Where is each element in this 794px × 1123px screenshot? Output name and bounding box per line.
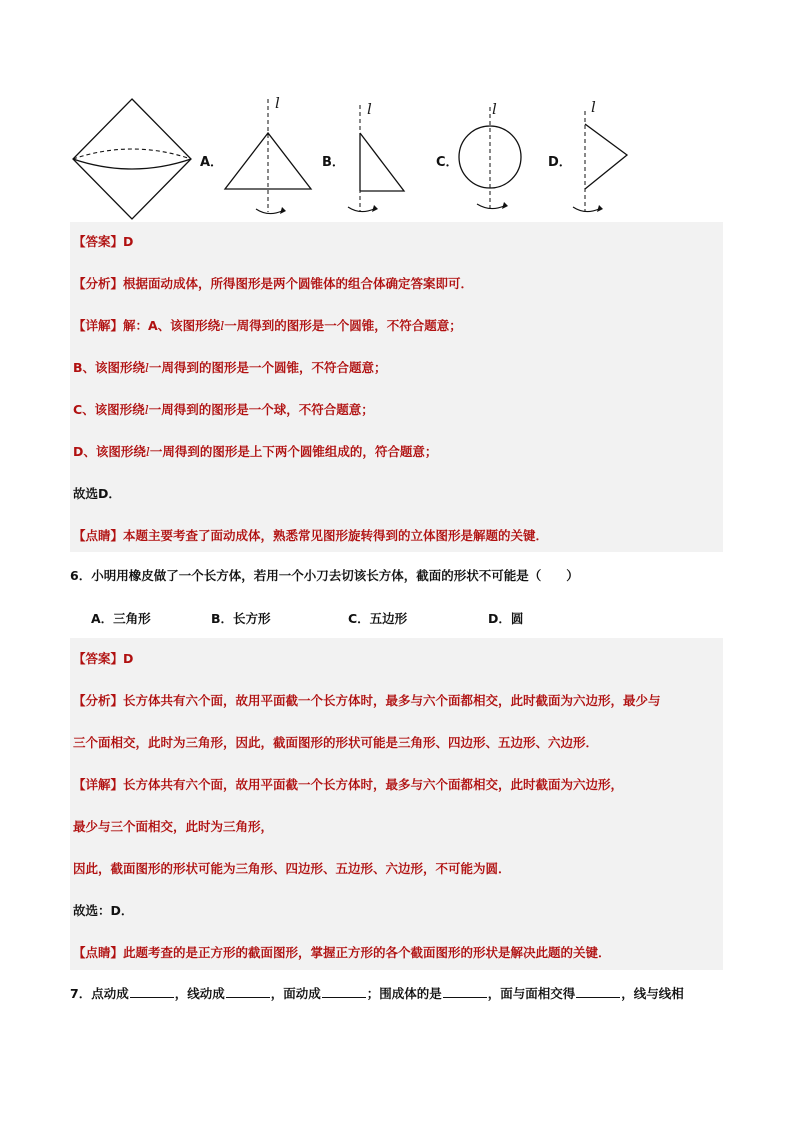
- q6-detail-3: 因此，截面图形的形状可能为三角形、四边形、五边形、六边形，不可能为圆．: [73, 861, 511, 876]
- q6-detail-1: 【详解】长方体共有六个面，故用平面截一个长方体时，最多与六个面都相交，此时截面为六边形，: [73, 777, 624, 792]
- q6-answer: 【答案】D: [73, 651, 134, 666]
- q7-blank-3[interactable]: [322, 985, 366, 998]
- q5-comment: 【点睛】本题主要考查了面动成体，熟悉常见图形旋转得到的立体图形是解题的关键．: [73, 528, 549, 543]
- q5-detail-d-pre: D、该图形绕: [73, 444, 146, 459]
- q6-analysis-2: 三个面相交，此时为三角形，因此，截面图形的形状可能是三角形、四边形、五边形、六边形．: [73, 735, 599, 750]
- q6-choice: 故选：D．: [73, 903, 134, 918]
- axis-label-c: l: [492, 100, 497, 118]
- q6-choice-c: C．五边形: [348, 611, 408, 626]
- figure-row: [70, 92, 670, 222]
- q6-detail-2: 最少与三个面相交，此时为三角形，: [73, 819, 274, 834]
- q5-detail-a-axis: l: [220, 318, 225, 333]
- q5-detail-b-post: 一周得到的图形是一个圆锥，不符合题意；: [149, 360, 387, 375]
- option-d-figure: [568, 97, 638, 222]
- q5-detail-a: [73, 318, 462, 334]
- q5-detail-c-post: 一周得到的图形是一个球，不符合题意；: [148, 402, 374, 417]
- q6-choice-b: B．长方形: [211, 611, 271, 626]
- q6-analysis-1: 【分析】长方体共有六个面，故用平面截一个长方体时，最多与六个面都相交，此时截面为六边形，最少与: [73, 693, 661, 708]
- q7-blank-5[interactable]: [576, 985, 620, 998]
- q5-detail-d-axis: l: [145, 444, 150, 459]
- option-a-figure: [222, 97, 317, 222]
- q5-analysis: 【分析】根据面动成体，所得图形是两个圆锥体的组合体确定答案即可．: [73, 276, 474, 291]
- q6-answer-box: [70, 638, 723, 970]
- q5-detail-a-pre: 【详解】解：A、该图形绕: [73, 318, 221, 333]
- axis-label-b: l: [367, 100, 372, 118]
- q7-part-2: ，线动成: [174, 986, 225, 1001]
- q5-detail-b-pre: B、该图形绕: [73, 360, 146, 375]
- q7-blank-4[interactable]: [443, 985, 487, 998]
- q7-part-4: ；围成体的是: [366, 986, 442, 1001]
- q7-blank-1[interactable]: [130, 985, 174, 998]
- q5-detail-c-pre: C、该图形绕: [73, 402, 145, 417]
- q5-choice: 故选D．: [73, 486, 121, 501]
- option-b-label: B．: [322, 155, 345, 170]
- q6-choice-a: A．三角形: [91, 611, 151, 626]
- q7-part-3: ，面动成: [270, 986, 321, 1001]
- q5-answer: 【答案】D: [73, 234, 134, 249]
- axis-label-a: l: [275, 94, 280, 112]
- q7-question: [70, 985, 684, 1002]
- q5-detail-d-post: 一周得到的图形是上下两个圆锥组成的，符合题意；: [149, 444, 438, 459]
- q5-detail-c-axis: l: [144, 402, 149, 417]
- q7-part-5: ，面与面相交得: [487, 986, 576, 1001]
- q5-detail-d: [73, 444, 437, 460]
- axis-label-d: l: [591, 98, 596, 116]
- q7-part-1: 7．点动成: [70, 986, 129, 1001]
- q6-comment: 【点睛】此题考查的是正方形的截面图形，掌握正方形的各个截面图形的形状是解决此题的关键．: [73, 945, 611, 960]
- option-c-label: C．: [436, 155, 459, 170]
- q5-answer-box: [70, 222, 723, 552]
- q5-detail-a-post: 一周得到的图形是一个圆锥，不符合题意；: [224, 318, 462, 333]
- double-cone-figure: [70, 97, 195, 222]
- q5-detail-b: [73, 360, 387, 376]
- q6-question: 6．小明用橡皮做了一个长方体，若用一个小刀去切该长方体，截面的形状不可能是（ ）: [70, 568, 579, 583]
- q5-detail-b-axis: l: [145, 360, 150, 375]
- option-d-label: D．: [548, 155, 572, 170]
- q6-choice-d: D．圆: [488, 611, 524, 626]
- option-b-figure: [342, 97, 412, 222]
- q5-detail-c: [73, 402, 374, 418]
- q7-part-6: ，线与线相: [621, 986, 684, 1001]
- q7-blank-2[interactable]: [226, 985, 270, 998]
- option-a-label: A．: [200, 155, 224, 170]
